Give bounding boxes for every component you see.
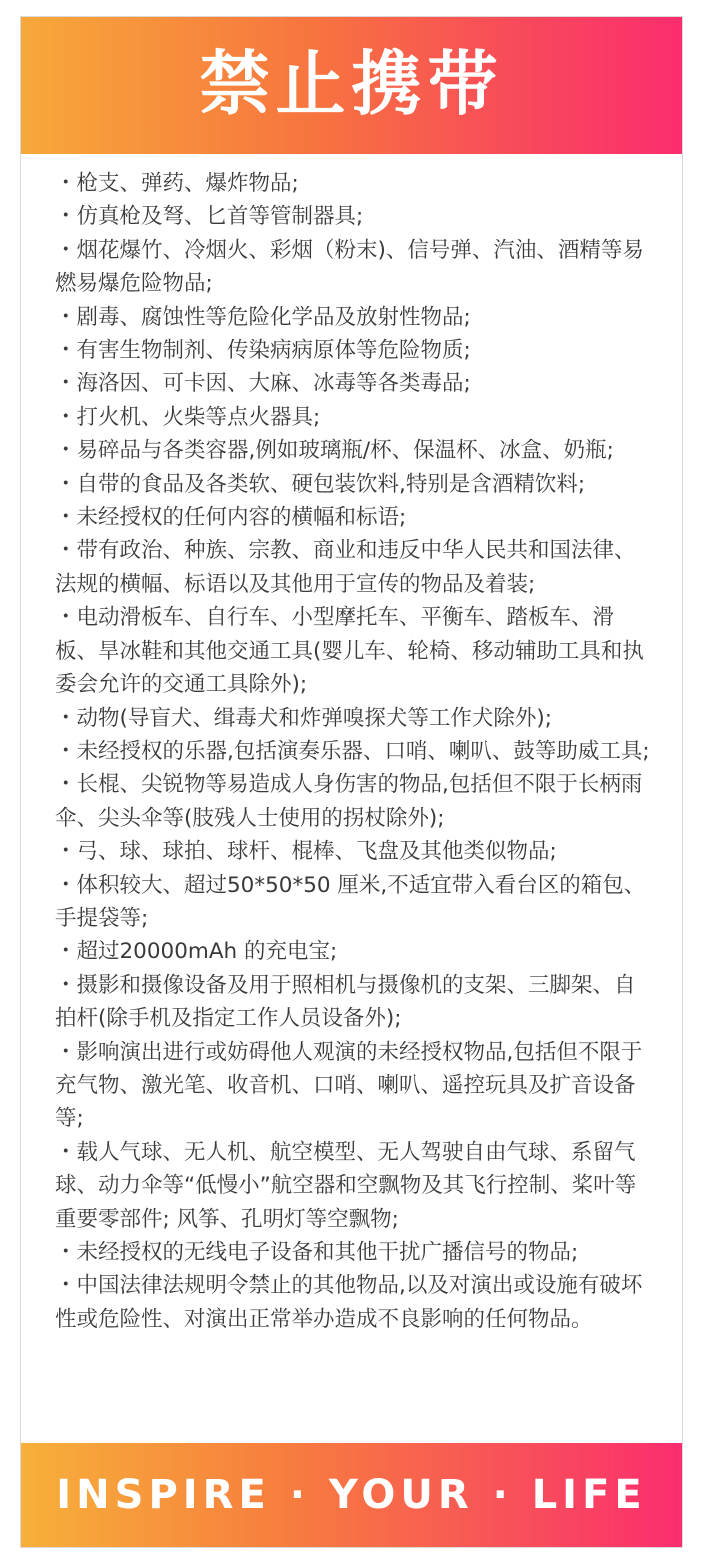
list-item: ・未经授权的任何内容的横幅和标语; — [55, 505, 407, 531]
list-item: ・仿真枪及弩、匕首等管制器具; — [55, 204, 364, 230]
list-item: ・弓、球、球拍、球杆、棍棒、飞盘及其他类似物品; — [55, 839, 557, 865]
list-item: ・中国法律法规明令禁止的其他物品,以及对演出或设施有破坏性或危险性、对演出正常举办造成不良影响的任何物品。 — [55, 1273, 643, 1332]
list-item: ・摄影和摄像设备及用于照相机与摄像机的支架、三脚架、自拍杆(除手机及指定工作人员设备外); — [55, 972, 636, 1032]
list-item: ・长棍、尖锐物等易造成人身伤害的物品,包括但不限于长柄雨伞、尖头伞等(肢残人士使用的拐杖除外); — [55, 772, 643, 831]
list-item: ・海洛因、可卡因、大麻、冰毒等各类毒品; — [55, 371, 471, 397]
prohibited-items-card — [20, 16, 683, 1548]
footer-slogan: INSPIRE · YOUR · LIFE — [56, 1472, 647, 1518]
list-item: ・打火机、火柴等点火器具; — [55, 404, 321, 430]
list-item: ・影响演出进行或妨碍他人观演的未经授权物品,包括但不限于充气物、激光笔、收音机、口哨、喇叭、遥控玩具及扩音设备等; — [55, 1039, 643, 1132]
list-item: ・剧毒、腐蚀性等危险化学品及放射性物品; — [55, 304, 471, 330]
page-title: 禁止携带 — [199, 42, 504, 125]
list-item: ・载人气球、无人机、航空模型、无人驾驶自由气球、系留气球、动力伞等“低慢小”航空器和空飘物及其飞行控制、桨叶等重要零部件; 风筝、孔明灯等空飘物; — [55, 1139, 637, 1232]
list-item: ・烟花爆竹、冷烟火、彩烟（粉末)、信号弹、汽油、酒精等易燃易爆危险物品; — [55, 237, 644, 297]
list-item: ・动物(导盲犬、缉毒犬和炸弹嗅探犬等工作犬除外); — [55, 705, 553, 731]
footer-banner — [21, 1443, 682, 1547]
list-item: ・自带的食品及各类软、硬包装饮料,特别是含酒精饮料; — [55, 471, 586, 497]
list-item: ・易碎品与各类容器,例如玻璃瓶/杯、保温杯、冰盒、奶瓶; — [55, 438, 614, 464]
list-item: ・未经授权的乐器,包括演奏乐器、口哨、喇叭、鼓等助威工具; — [55, 738, 650, 764]
prohibited-items-list — [55, 167, 655, 1336]
list-item: ・未经授权的无线电子设备和其他干扰广播信号的物品; — [55, 1240, 579, 1265]
list-item: ・体积较大、超过50*50*50 厘米,不适宜带入看台区的箱包、手提袋等; — [55, 872, 646, 931]
list-item: ・枪支、弹药、爆炸物品; — [55, 171, 299, 196]
list-item: ・带有政治、种族、宗教、商业和违反中华人民共和国法律、法规的横幅、标语以及其他用于宣传的物品及着装; — [55, 538, 636, 597]
list-item: ・超过20000mAh 的充电宝; — [55, 939, 338, 965]
header-banner — [21, 17, 682, 154]
list-item: ・电动滑板车、自行车、小型摩托车、平衡车、踏板车、滑板、旱冰鞋和其他交通工具(婴儿车、轮椅、移动辅助工具和执委会允许的交通工具除外); — [55, 605, 644, 698]
list-item: ・有害生物制剂、传染病病原体等危险物质; — [55, 338, 471, 364]
